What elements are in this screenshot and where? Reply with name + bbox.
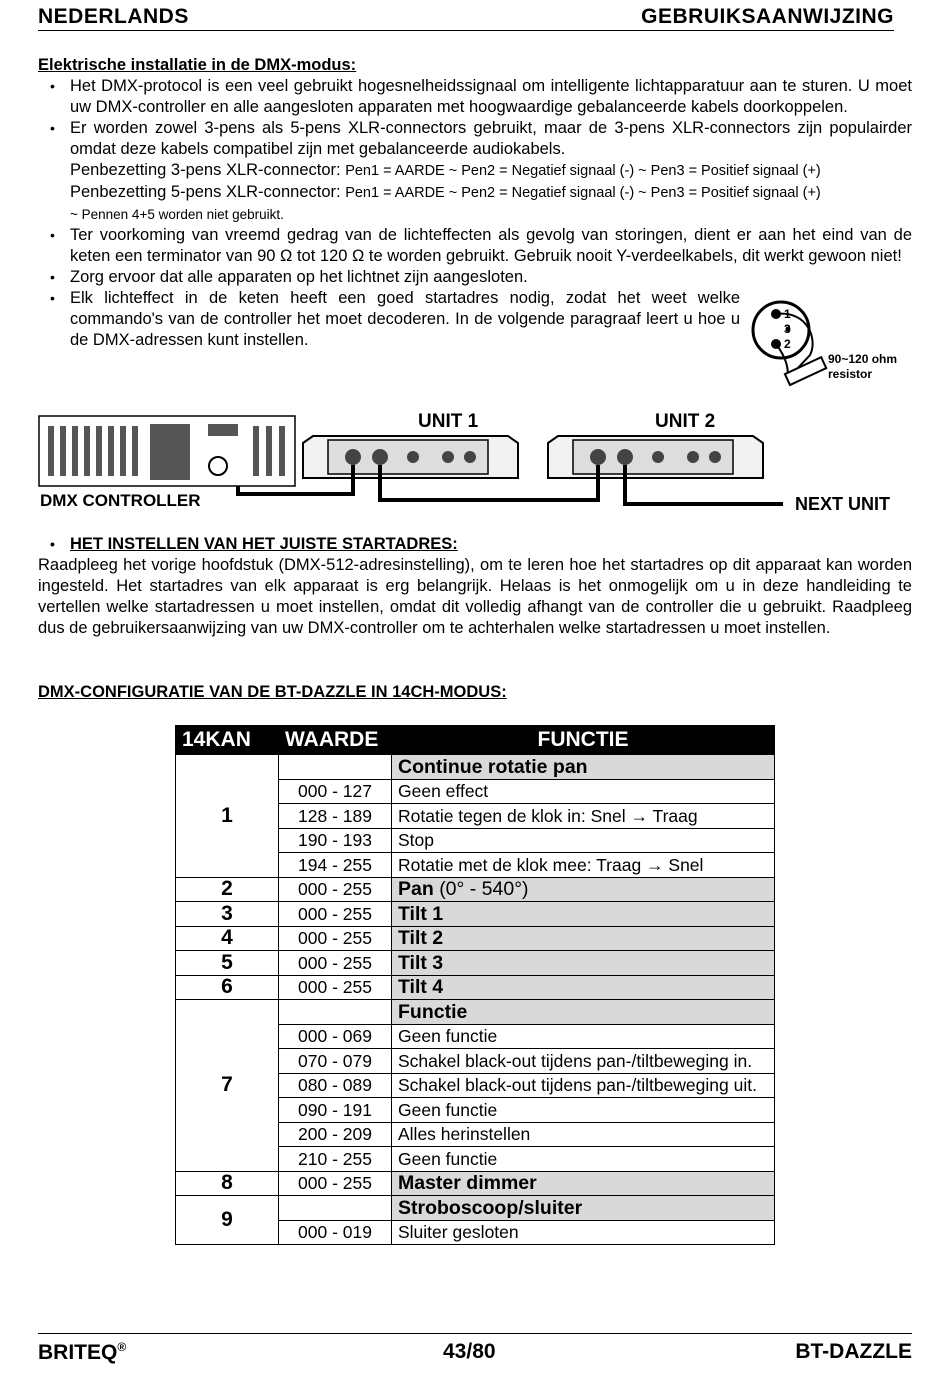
pin-3-label: Penbezetting 3-pens XLR-connector: (70, 161, 341, 179)
col-channel: 14KAN (176, 726, 279, 755)
dmx-channel-table (175, 725, 775, 1245)
channel-title: Continue rotatie pan (392, 755, 775, 780)
col-value: WAARDE (279, 726, 392, 755)
bullet-power: • Zorg ervoor dat alle apparaten op het lichtnet zijn aangesloten. (38, 267, 912, 288)
channel-number: 9 (176, 1196, 279, 1245)
footer-registered: ® (117, 1340, 127, 1354)
table-row: 090 - 191 Geen functie (176, 1098, 775, 1123)
table-row: 000 - 019 Sluiter gesloten (176, 1220, 775, 1245)
footer-brand-wrap (38, 1340, 126, 1365)
channel-number: 5 (176, 951, 279, 976)
electrical-list (38, 76, 912, 160)
channel-number: 3 (176, 902, 279, 927)
start-address-section (38, 534, 912, 639)
table-row: 070 - 079 Schakel black-out tijdens pan-/tiltbeweging in. (176, 1049, 775, 1074)
pin-5-line (38, 182, 912, 204)
start-address-body: Raadpleeg het vorige hoofdstuk (DMX-512-adresinstelling), om te leren hoe het startadres op dit apparaat kan worden ingesteld. Het startadres van elk apparaat is erg belangrijk. Helaas is het onmogelijk om u in deze handleiding te vertellen welke startadressen u moet instellen, omdat dit volledig afhangt van de controller die u gebruikt. Raadpleeg dus de gebruikersaanwijzing van uw DMX-controller om te achterhalen welke startadressen u moet instellen. (38, 556, 912, 637)
unit1-label: UNIT 1 (418, 411, 479, 432)
pin1-label: 1 (784, 307, 791, 321)
unit2-label: UNIT 2 (655, 411, 716, 432)
channel-title: Functie (392, 1000, 775, 1025)
resistor-icon (785, 357, 826, 385)
channel-number: 1 (176, 755, 279, 878)
pan-range: (0° - 540°) (439, 878, 529, 901)
bullet-start-address: • Elk lichteffect in de keten heeft een goed startadres nodig, zodat het weet welke commando's van de controller het moet decoderen. In de volgende paragraaf leert u hoe u de DMX-adressen kunt instellen. (38, 288, 740, 351)
pin2-label: 2 (784, 337, 791, 351)
footer-page-number: 43/80 (443, 1340, 496, 1363)
next-unit-label: NEXT UNIT (795, 494, 891, 514)
controller-label: DMX CONTROLLER (40, 491, 201, 510)
table-row: 4 000 - 255 Tilt 2 (176, 926, 775, 951)
table-row: 3 000 - 255 Tilt 1 (176, 902, 775, 927)
col-function: FUNCTIE (392, 726, 775, 755)
bullet-xlr-connectors: • Er worden zowel 3-pens als 5-pens XLR-connectors gebruikt, maar de 3-pens XLR-connectors zijn populairder omdat deze kabels compatibel zijn met gebalanceerde audiokabels. (38, 118, 912, 160)
table-row: 210 - 255 Geen functie (176, 1147, 775, 1172)
channel-number: 2 (176, 877, 279, 902)
table-row: 5 000 - 255 Tilt 3 (176, 951, 775, 976)
table-row: 190 - 193 Stop (176, 828, 775, 853)
channel-title: Tilt 3 (392, 951, 775, 976)
footer-brand: BRITEQ (38, 1341, 118, 1364)
table-row (176, 1196, 775, 1221)
channel-title: Master dimmer (392, 1171, 775, 1196)
pin3-label: 3 (784, 322, 791, 336)
bullet-dmx-protocol: • Het DMX-protocol is een veel gebruikt hogesnelheidssignaal om intelligente lichtapparatuur aan te sturen. U moet uw DMX-controller en alle aangesloten apparaten met hoogwaardige gebalanceerde kabels doorkoppelen. (38, 76, 912, 118)
dmx-chain-diagram (38, 408, 912, 518)
table-row: 8 000 - 255 Master dimmer (176, 1171, 775, 1196)
resistor-value-label: 90~120 ohm (828, 352, 898, 366)
table-row: 200 - 209 Alles herinstellen (176, 1122, 775, 1147)
page-footer (38, 1333, 912, 1368)
pin-3-value: Pen1 = AARDE ~ Pen2 = Negatief signaal (-) ~ Pen3 = Positief signaal (+) (345, 163, 821, 179)
channel-title: Tilt 1 (392, 902, 775, 927)
channel-title: Tilt 2 (392, 926, 775, 951)
table-row: 080 - 089 Schakel black-out tijdens pan-/tiltbeweging uit. (176, 1073, 775, 1098)
xlr-terminator-figure (748, 300, 918, 390)
table-row: 194 - 255 Rotatie met de klok mee: Traag → Snel (176, 853, 775, 878)
start-address-title: • HET INSTELLEN VAN HET JUISTE STARTADRES: (38, 534, 912, 555)
table-row (176, 755, 775, 780)
table-row: 2 000 - 255 Pan (0° - 540°) (176, 877, 775, 902)
table-row: 000 - 069 Geen functie (176, 1024, 775, 1049)
unit2-device-icon (548, 436, 763, 478)
footer-model: BT-DAZZLE (795, 1340, 912, 1363)
table-row: 128 - 189 Rotatie tegen de klok in: Snel → Traag (176, 804, 775, 829)
unit1-device-icon (303, 436, 518, 478)
page-header (38, 4, 894, 31)
start-address-title-list (38, 534, 912, 555)
channel-number: 6 (176, 975, 279, 1000)
channel-title: Stroboscoop/sluiter (392, 1196, 775, 1221)
dmx-controller-icon (39, 416, 295, 486)
pin-5-value: Pen1 = AARDE ~ Pen2 = Negatief signaal (-) ~ Pen3 = Positief signaal (+) (345, 185, 821, 201)
bullet-terminator: • Ter voorkoming van vreemd gedrag van de lichteffecten als gevolg van storingen, dient er aan het eind van de keten een terminator van 90 Ω tot 120 Ω te worden gebruikt. Gebruik nooit Y-verdeelkabels, dit werkt gewoon niet! (38, 225, 912, 267)
channel-title: Tilt 4 (392, 975, 775, 1000)
channel-number: 8 (176, 1171, 279, 1196)
channel-number: 7 (176, 1000, 279, 1172)
header-language: NEDERLANDS (38, 5, 189, 28)
channel-title: Pan (398, 878, 434, 901)
table-header-row (176, 726, 775, 755)
table-row (176, 1000, 775, 1025)
electrical-title: Elektrische installatie in de DMX-modus: (38, 56, 357, 74)
table-row: 6 000 - 255 Tilt 4 (176, 975, 775, 1000)
pin-3-line (38, 160, 912, 182)
channel-number: 4 (176, 926, 279, 951)
table-row: 000 - 127 Geen effect (176, 779, 775, 804)
header-doc-type: GEBRUIKSAANWIJZING (641, 5, 894, 28)
pin-5-label: Penbezetting 5-pens XLR-connector: (70, 183, 341, 201)
pin-note: ~ Pennen 4+5 worden niet gebruikt. (70, 207, 284, 222)
resistor-word-label: resistor (828, 367, 873, 381)
config-title: DMX-CONFIGURATIE VAN DE BT-DAZZLE IN 14CH-MODUS: (38, 683, 507, 701)
